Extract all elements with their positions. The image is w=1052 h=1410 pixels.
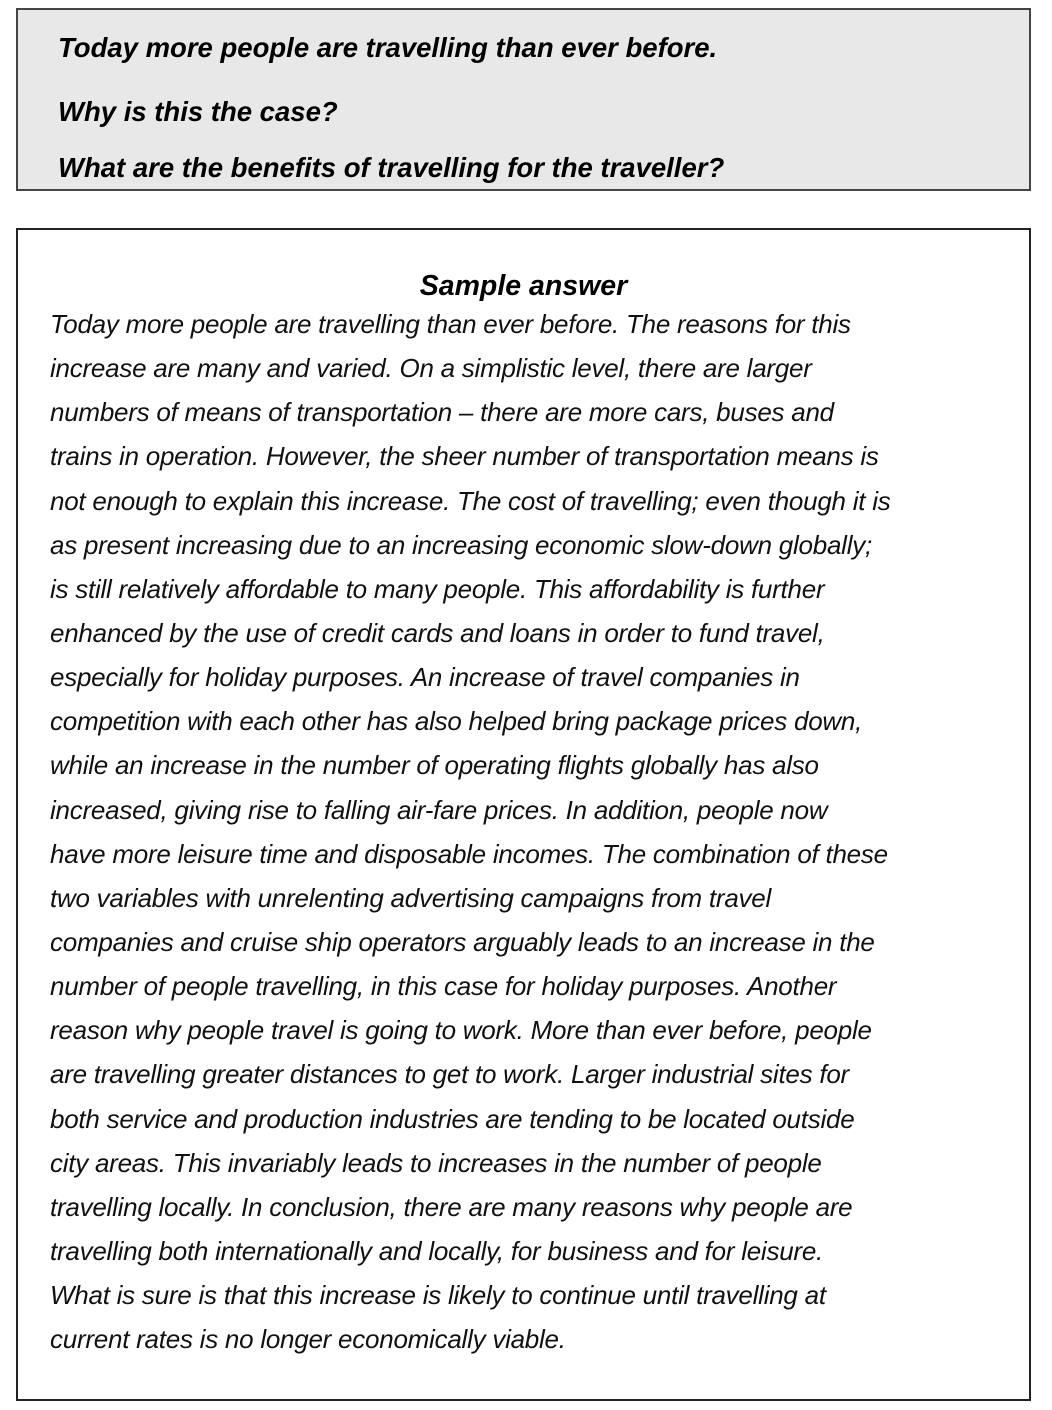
answer-line: numbers of means of transportation – there are more cars, buses and (50, 397, 834, 428)
answer-line: What is sure is that this increase is likely to continue until travelling at (50, 1280, 826, 1311)
answer-line: Today more people are travelling than ever before. The reasons for this (50, 309, 851, 339)
answer-line: both service and production industries are tending to be located outside (50, 1103, 855, 1134)
answer-line: reason why people travel is going to work. More than ever before, people (50, 1015, 872, 1046)
answer-line: is still relatively affordable to many people. This affordability is further (50, 573, 825, 604)
question-box (16, 8, 1031, 191)
answer-line: enhanced by the use of credit cards and loans in order to fund travel, (50, 617, 825, 648)
answer-text (50, 302, 890, 1361)
answer-line: current rates is no longer economically viable. (50, 1324, 566, 1355)
answer-line: city areas. This invariably leads to increases in the number of people (50, 1147, 822, 1178)
answer-line: number of people travelling, in this case for holiday purposes. Another (50, 971, 837, 1002)
question-line: What are the benefits of travelling for the traveller? (58, 152, 725, 183)
question-line: Why is this the case? (58, 96, 338, 127)
answer-line: two variables with unrelenting advertising campaigns from travel (50, 882, 772, 913)
answer-line: while an increase in the number of operating flights globally has also (50, 750, 819, 781)
answer-box (16, 228, 1031, 1401)
answer-line: as present increasing due to an increasing economic slow-down globally; (50, 529, 872, 560)
answer-line: travelling locally. In conclusion, there are many reasons why people are (50, 1191, 853, 1222)
question-line: Today more people are travelling than ever before. (58, 32, 718, 63)
answer-line: increased, giving rise to falling air-fare prices. In addition, people now (50, 794, 828, 825)
answer-line: travelling both internationally and locally, for business and for leisure. (50, 1235, 824, 1266)
answer-line: especially for holiday purposes. An increase of travel companies in (50, 662, 800, 693)
answer-line: trains in operation. However, the sheer number of transportation means is (50, 441, 879, 472)
answer-line: competition with each other has also helped bring package prices down, (50, 706, 863, 737)
answer-line: are travelling greater distances to get to work. Larger industrial sites for (50, 1059, 849, 1090)
answer-line: companies and cruise ship operators arguably leads to an increase in the (50, 926, 875, 957)
answer-title: Sample answer (419, 270, 628, 302)
answer-line: have more leisure time and disposable incomes. The combination of these (50, 838, 888, 869)
answer-line: increase are many and varied. On a simplistic level, there are larger (50, 353, 812, 384)
answer-line: not enough to explain this increase. The cost of travelling; even though it is (50, 485, 891, 516)
